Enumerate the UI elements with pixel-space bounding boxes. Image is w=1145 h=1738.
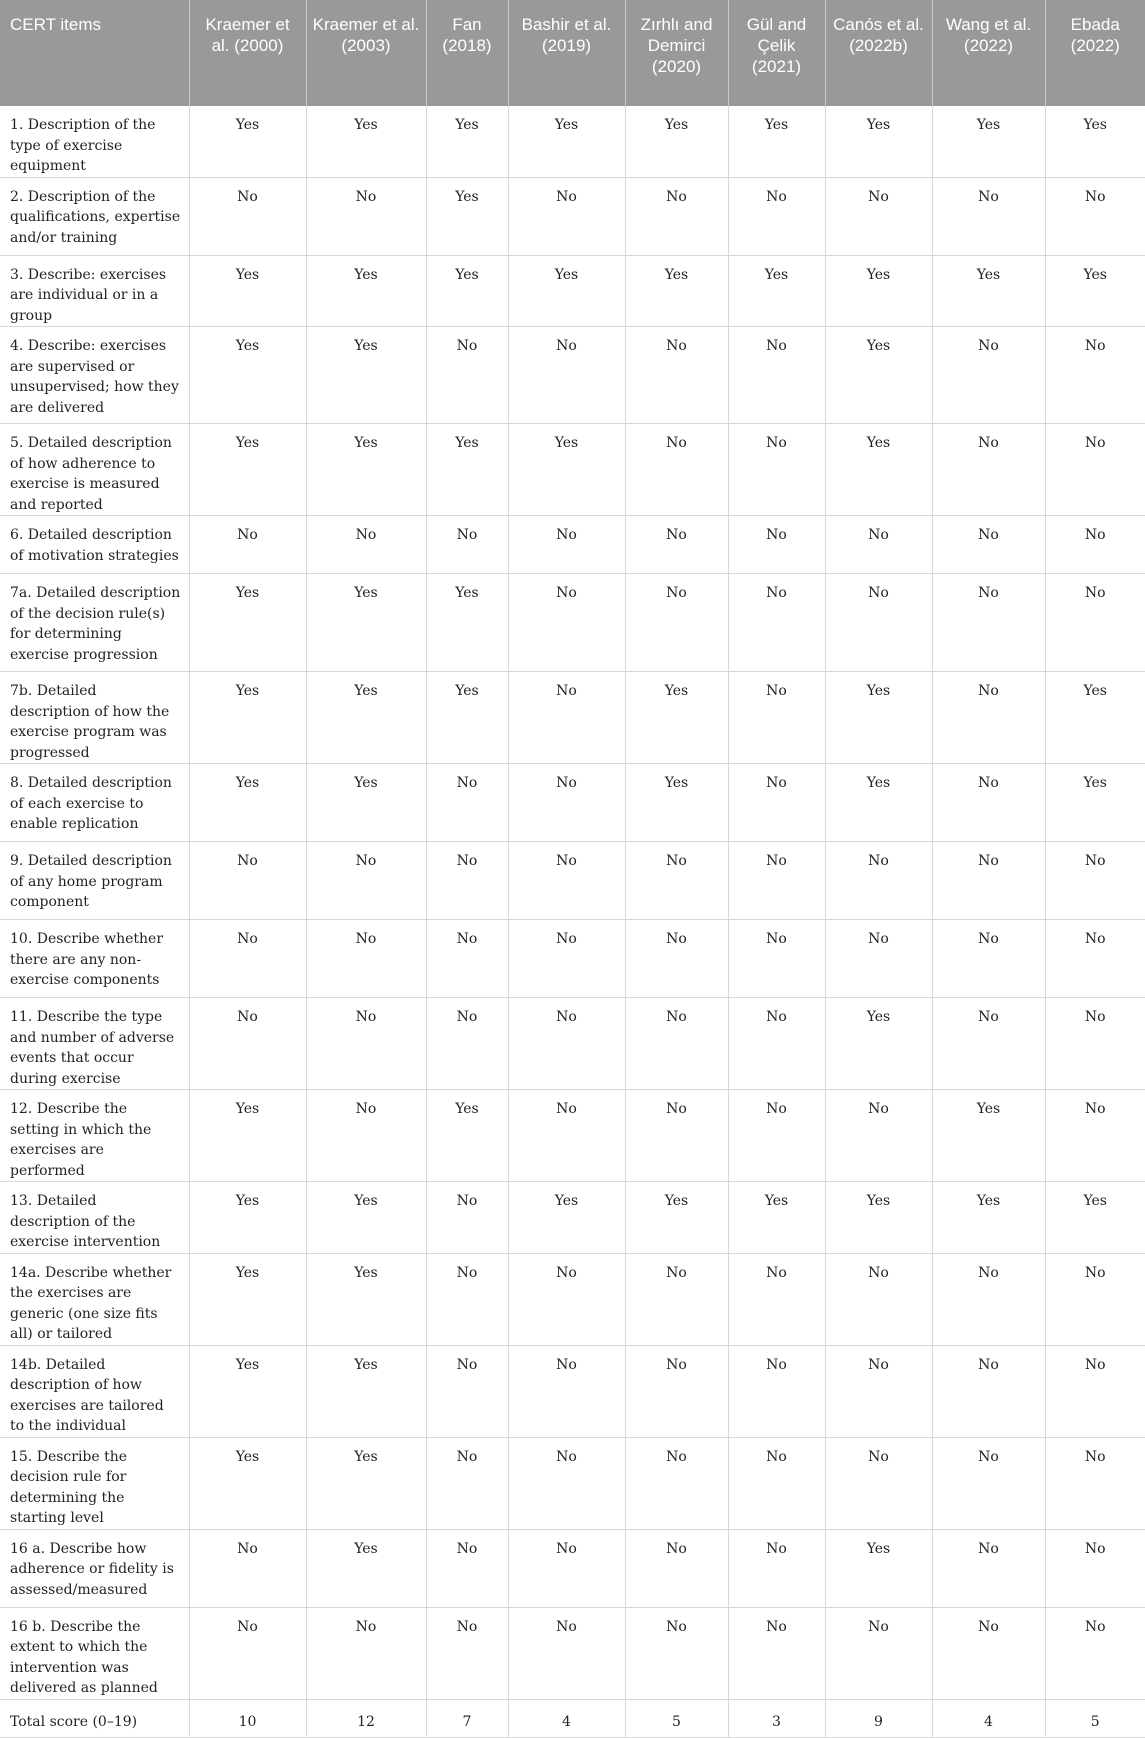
rating-cell: No bbox=[189, 1529, 306, 1607]
rating-cell: Yes bbox=[825, 1182, 932, 1254]
rating-cell: No bbox=[508, 998, 625, 1090]
rating-cell: No bbox=[932, 920, 1045, 998]
table-row bbox=[0, 1182, 1145, 1254]
rating-cell: No bbox=[426, 920, 508, 998]
rating-cell: No bbox=[426, 1529, 508, 1607]
header-label: Wang et al. (2022) bbox=[945, 15, 1032, 55]
rating-cell: Yes bbox=[426, 106, 508, 177]
rating-cell: No bbox=[1045, 177, 1145, 255]
rating-cell: No bbox=[508, 842, 625, 920]
cert-item-label: 6. Detailed description of motivation strategies bbox=[0, 516, 189, 574]
rating-cell: Yes bbox=[306, 1253, 426, 1345]
rating-cell: No bbox=[508, 1529, 625, 1607]
table-row bbox=[0, 1090, 1145, 1182]
rating-cell: No bbox=[508, 1345, 625, 1437]
rating-cell: No bbox=[426, 764, 508, 842]
total-score-cell: 7 bbox=[426, 1699, 508, 1737]
rating-cell: Yes bbox=[306, 1182, 426, 1254]
header-label: Kraemer et al. (2003) bbox=[312, 15, 420, 55]
header-cert-items bbox=[0, 0, 189, 106]
header-label: Fan (2018) bbox=[442, 15, 492, 55]
rating-cell: Yes bbox=[189, 1253, 306, 1345]
rating-cell: No bbox=[625, 424, 728, 516]
header-study-5 bbox=[625, 0, 728, 106]
rating-cell: No bbox=[508, 920, 625, 998]
header-study-2 bbox=[306, 0, 426, 106]
table-row bbox=[0, 1345, 1145, 1437]
rating-cell: Yes bbox=[306, 574, 426, 672]
rating-cell: Yes bbox=[306, 255, 426, 327]
rating-cell: No bbox=[189, 920, 306, 998]
rating-cell: No bbox=[426, 998, 508, 1090]
header-label: Kraemer et al. (2000) bbox=[205, 15, 290, 55]
total-score-cell: 10 bbox=[189, 1699, 306, 1737]
rating-cell: No bbox=[306, 1090, 426, 1182]
rating-cell: No bbox=[932, 177, 1045, 255]
rating-cell: No bbox=[1045, 1253, 1145, 1345]
total-score-cell: 4 bbox=[508, 1699, 625, 1737]
rating-cell: No bbox=[1045, 327, 1145, 424]
total-score-cell: 5 bbox=[1045, 1699, 1145, 1737]
rating-cell: Yes bbox=[1045, 255, 1145, 327]
rating-cell: No bbox=[932, 842, 1045, 920]
rating-cell: No bbox=[932, 1253, 1045, 1345]
rating-cell: Yes bbox=[426, 1090, 508, 1182]
cert-item-label: 13. Detailed description of the exercise intervention bbox=[0, 1182, 189, 1254]
rating-cell: No bbox=[508, 327, 625, 424]
table-row bbox=[0, 998, 1145, 1090]
rating-cell: Yes bbox=[825, 764, 932, 842]
rating-cell: Yes bbox=[625, 255, 728, 327]
rating-cell: No bbox=[728, 574, 825, 672]
rating-cell: No bbox=[508, 1607, 625, 1699]
rating-cell: No bbox=[825, 920, 932, 998]
rating-cell: Yes bbox=[508, 424, 625, 516]
cert-item-label: 16 b. Describe the extent to which the intervention was delivered as planned bbox=[0, 1607, 189, 1699]
rating-cell: No bbox=[189, 842, 306, 920]
rating-cell: Yes bbox=[625, 106, 728, 177]
table-row bbox=[0, 106, 1145, 177]
rating-cell: No bbox=[728, 327, 825, 424]
rating-cell: No bbox=[625, 516, 728, 574]
table-row bbox=[0, 1529, 1145, 1607]
rating-cell: No bbox=[1045, 1090, 1145, 1182]
table-row bbox=[0, 516, 1145, 574]
rating-cell: Yes bbox=[189, 327, 306, 424]
table-row bbox=[0, 574, 1145, 672]
total-score-cell: 5 bbox=[625, 1699, 728, 1737]
table-row bbox=[0, 177, 1145, 255]
rating-cell: No bbox=[1045, 424, 1145, 516]
rating-cell: No bbox=[625, 177, 728, 255]
rating-cell: No bbox=[1045, 920, 1145, 998]
rating-cell: No bbox=[426, 1182, 508, 1254]
rating-cell: No bbox=[625, 1253, 728, 1345]
rating-cell: Yes bbox=[189, 106, 306, 177]
rating-cell: No bbox=[426, 327, 508, 424]
rating-cell: No bbox=[1045, 842, 1145, 920]
rating-cell: No bbox=[306, 516, 426, 574]
rating-cell: No bbox=[728, 1090, 825, 1182]
rating-cell: Yes bbox=[932, 1182, 1045, 1254]
rating-cell: Yes bbox=[189, 672, 306, 764]
rating-cell: No bbox=[306, 842, 426, 920]
table-row bbox=[0, 672, 1145, 764]
table-row bbox=[0, 255, 1145, 327]
rating-cell: No bbox=[728, 1529, 825, 1607]
header-row bbox=[0, 0, 1145, 106]
total-row bbox=[0, 1699, 1145, 1737]
cert-item-label: 3. Describe: exercises are individual or in a group bbox=[0, 255, 189, 327]
rating-cell: No bbox=[508, 764, 625, 842]
rating-cell: No bbox=[728, 424, 825, 516]
cert-item-label: 4. Describe: exercises are supervised or unsupervised; how they are delivered bbox=[0, 327, 189, 424]
rating-cell: Yes bbox=[189, 255, 306, 327]
rating-cell: No bbox=[508, 672, 625, 764]
rating-cell: No bbox=[728, 177, 825, 255]
table-row bbox=[0, 1607, 1145, 1699]
rating-cell: Yes bbox=[306, 1345, 426, 1437]
rating-cell: No bbox=[508, 177, 625, 255]
total-label: Total score (0–19) bbox=[0, 1699, 189, 1737]
total-score-cell: 4 bbox=[932, 1699, 1045, 1737]
rating-cell: No bbox=[932, 764, 1045, 842]
cert-item-label: 8. Detailed description of each exercise to enable replication bbox=[0, 764, 189, 842]
rating-cell: No bbox=[625, 920, 728, 998]
rating-cell: No bbox=[1045, 516, 1145, 574]
rating-cell: No bbox=[189, 998, 306, 1090]
rating-cell: No bbox=[625, 574, 728, 672]
rating-cell: Yes bbox=[306, 424, 426, 516]
rating-cell: No bbox=[508, 1437, 625, 1529]
rating-cell: Yes bbox=[508, 1182, 625, 1254]
rating-cell: No bbox=[728, 1345, 825, 1437]
header-label: Zırhlı and Demirci (2020) bbox=[640, 15, 713, 76]
rating-cell: No bbox=[508, 516, 625, 574]
cert-item-label: 2. Description of the qualifications, expertise and/or training bbox=[0, 177, 189, 255]
rating-cell: No bbox=[825, 1090, 932, 1182]
total-score-cell: 12 bbox=[306, 1699, 426, 1737]
cert-item-label: 11. Describe the type and number of adverse events that occur during exercise bbox=[0, 998, 189, 1090]
header-study-4 bbox=[508, 0, 625, 106]
rating-cell: No bbox=[825, 177, 932, 255]
rating-cell: No bbox=[825, 516, 932, 574]
rating-cell: No bbox=[189, 516, 306, 574]
rating-cell: No bbox=[625, 1437, 728, 1529]
header-label: Ebada (2022) bbox=[1070, 15, 1120, 55]
table-row bbox=[0, 764, 1145, 842]
rating-cell: No bbox=[426, 1437, 508, 1529]
rating-cell: No bbox=[932, 1345, 1045, 1437]
rating-cell: Yes bbox=[306, 672, 426, 764]
rating-cell: No bbox=[728, 920, 825, 998]
rating-cell: Yes bbox=[728, 1182, 825, 1254]
rating-cell: Yes bbox=[508, 255, 625, 327]
header-label: Canós et al. (2022b) bbox=[833, 15, 924, 55]
rating-cell: No bbox=[825, 1437, 932, 1529]
rating-cell: No bbox=[932, 424, 1045, 516]
rating-cell: Yes bbox=[932, 255, 1045, 327]
rating-cell: No bbox=[189, 1607, 306, 1699]
rating-cell: No bbox=[728, 672, 825, 764]
cert-item-label: 15. Describe the decision rule for determining the starting level bbox=[0, 1437, 189, 1529]
rating-cell: Yes bbox=[825, 255, 932, 327]
rating-cell: Yes bbox=[426, 255, 508, 327]
rating-cell: No bbox=[508, 574, 625, 672]
rating-cell: Yes bbox=[189, 764, 306, 842]
rating-cell: Yes bbox=[1045, 672, 1145, 764]
cert-item-label: 1. Description of the type of exercise equipment bbox=[0, 106, 189, 177]
table-row bbox=[0, 1437, 1145, 1529]
rating-cell: No bbox=[1045, 1607, 1145, 1699]
rating-cell: No bbox=[932, 1437, 1045, 1529]
table-row bbox=[0, 920, 1145, 998]
cert-item-label: 7a. Detailed description of the decision rule(s) for determining exercise progression bbox=[0, 574, 189, 672]
header-study-9 bbox=[1045, 0, 1145, 106]
rating-cell: Yes bbox=[932, 1090, 1045, 1182]
rating-cell: Yes bbox=[189, 1345, 306, 1437]
rating-cell: Yes bbox=[625, 1182, 728, 1254]
rating-cell: Yes bbox=[625, 672, 728, 764]
rating-cell: No bbox=[625, 327, 728, 424]
rating-cell: Yes bbox=[825, 106, 932, 177]
rating-cell: No bbox=[728, 516, 825, 574]
table-row bbox=[0, 327, 1145, 424]
rating-cell: Yes bbox=[189, 1090, 306, 1182]
rating-cell: No bbox=[728, 998, 825, 1090]
rating-cell: No bbox=[932, 327, 1045, 424]
rating-cell: Yes bbox=[1045, 1182, 1145, 1254]
rating-cell: Yes bbox=[825, 1529, 932, 1607]
rating-cell: No bbox=[625, 1529, 728, 1607]
header-study-7 bbox=[825, 0, 932, 106]
rating-cell: Yes bbox=[189, 574, 306, 672]
rating-cell: Yes bbox=[728, 255, 825, 327]
header-label: CERT items bbox=[10, 15, 102, 34]
header-study-1 bbox=[189, 0, 306, 106]
rating-cell: Yes bbox=[728, 106, 825, 177]
rating-cell: No bbox=[508, 1090, 625, 1182]
header-label: Bashir et al. (2019) bbox=[521, 15, 612, 55]
rating-cell: Yes bbox=[189, 424, 306, 516]
rating-cell: No bbox=[1045, 1437, 1145, 1529]
rating-cell: No bbox=[932, 672, 1045, 764]
cert-item-label: 10. Describe whether there are any non-exercise components bbox=[0, 920, 189, 998]
rating-cell: Yes bbox=[825, 327, 932, 424]
rating-cell: No bbox=[426, 1607, 508, 1699]
rating-cell: Yes bbox=[426, 672, 508, 764]
rating-cell: No bbox=[825, 1253, 932, 1345]
rating-cell: No bbox=[508, 1253, 625, 1345]
rating-cell: Yes bbox=[306, 327, 426, 424]
rating-cell: No bbox=[426, 842, 508, 920]
rating-cell: No bbox=[825, 842, 932, 920]
rating-cell: No bbox=[1045, 998, 1145, 1090]
rating-cell: No bbox=[932, 1529, 1045, 1607]
rating-cell: No bbox=[932, 1607, 1045, 1699]
rating-cell: No bbox=[728, 842, 825, 920]
total-score-cell: 3 bbox=[728, 1699, 825, 1737]
total-score-cell: 9 bbox=[825, 1699, 932, 1737]
rating-cell: No bbox=[825, 574, 932, 672]
rating-cell: Yes bbox=[825, 424, 932, 516]
rating-cell: No bbox=[728, 1253, 825, 1345]
rating-cell: Yes bbox=[932, 106, 1045, 177]
rating-cell: Yes bbox=[306, 1437, 426, 1529]
table-header bbox=[0, 0, 1145, 106]
header-study-8 bbox=[932, 0, 1045, 106]
rating-cell: No bbox=[306, 1607, 426, 1699]
rating-cell: No bbox=[932, 574, 1045, 672]
rating-cell: No bbox=[306, 998, 426, 1090]
rating-cell: Yes bbox=[306, 764, 426, 842]
rating-cell: No bbox=[426, 1253, 508, 1345]
rating-cell: No bbox=[932, 516, 1045, 574]
header-study-6 bbox=[728, 0, 825, 106]
rating-cell: No bbox=[625, 998, 728, 1090]
cert-item-label: 7b. Detailed description of how the exercise program was progressed bbox=[0, 672, 189, 764]
rating-cell: Yes bbox=[306, 106, 426, 177]
rating-cell: No bbox=[728, 764, 825, 842]
rating-cell: No bbox=[306, 920, 426, 998]
rating-cell: No bbox=[1045, 1529, 1145, 1607]
rating-cell: Yes bbox=[825, 998, 932, 1090]
cert-item-label: 5. Detailed description of how adherence to exercise is measured and reported bbox=[0, 424, 189, 516]
rating-cell: No bbox=[825, 1607, 932, 1699]
rating-cell: No bbox=[1045, 574, 1145, 672]
rating-cell: No bbox=[728, 1437, 825, 1529]
rating-cell: No bbox=[625, 1090, 728, 1182]
rating-cell: No bbox=[1045, 1345, 1145, 1437]
rating-cell: No bbox=[625, 842, 728, 920]
table-row bbox=[0, 842, 1145, 920]
rating-cell: No bbox=[625, 1607, 728, 1699]
rating-cell: Yes bbox=[426, 424, 508, 516]
rating-cell: Yes bbox=[426, 574, 508, 672]
rating-cell: Yes bbox=[189, 1437, 306, 1529]
rating-cell: No bbox=[426, 516, 508, 574]
rating-cell: No bbox=[306, 177, 426, 255]
cert-item-label: 16 a. Describe how adherence or fidelity is assessed/measured bbox=[0, 1529, 189, 1607]
rating-cell: No bbox=[189, 177, 306, 255]
table-row bbox=[0, 424, 1145, 516]
cert-item-label: 14b. Detailed description of how exercises are tailored to the individual bbox=[0, 1345, 189, 1437]
rating-cell: No bbox=[426, 1345, 508, 1437]
cert-item-label: 14a. Describe whether the exercises are generic (one size fits all) or tailored bbox=[0, 1253, 189, 1345]
rating-cell: Yes bbox=[1045, 764, 1145, 842]
rating-cell: No bbox=[825, 1345, 932, 1437]
cert-item-label: 12. Describe the setting in which the exercises are performed bbox=[0, 1090, 189, 1182]
header-study-3 bbox=[426, 0, 508, 106]
rating-cell: Yes bbox=[1045, 106, 1145, 177]
header-label: Gül and Çelik (2021) bbox=[746, 15, 807, 76]
rating-cell: Yes bbox=[825, 672, 932, 764]
rating-cell: Yes bbox=[189, 1182, 306, 1254]
rating-cell: Yes bbox=[508, 106, 625, 177]
rating-cell: Yes bbox=[625, 764, 728, 842]
cert-item-label: 9. Detailed description of any home program component bbox=[0, 842, 189, 920]
rating-cell: No bbox=[728, 1607, 825, 1699]
rating-cell: Yes bbox=[426, 177, 508, 255]
rating-cell: No bbox=[932, 998, 1045, 1090]
rating-cell: Yes bbox=[306, 1529, 426, 1607]
table-body bbox=[0, 106, 1145, 1737]
rating-cell: No bbox=[625, 1345, 728, 1437]
table-row bbox=[0, 1253, 1145, 1345]
